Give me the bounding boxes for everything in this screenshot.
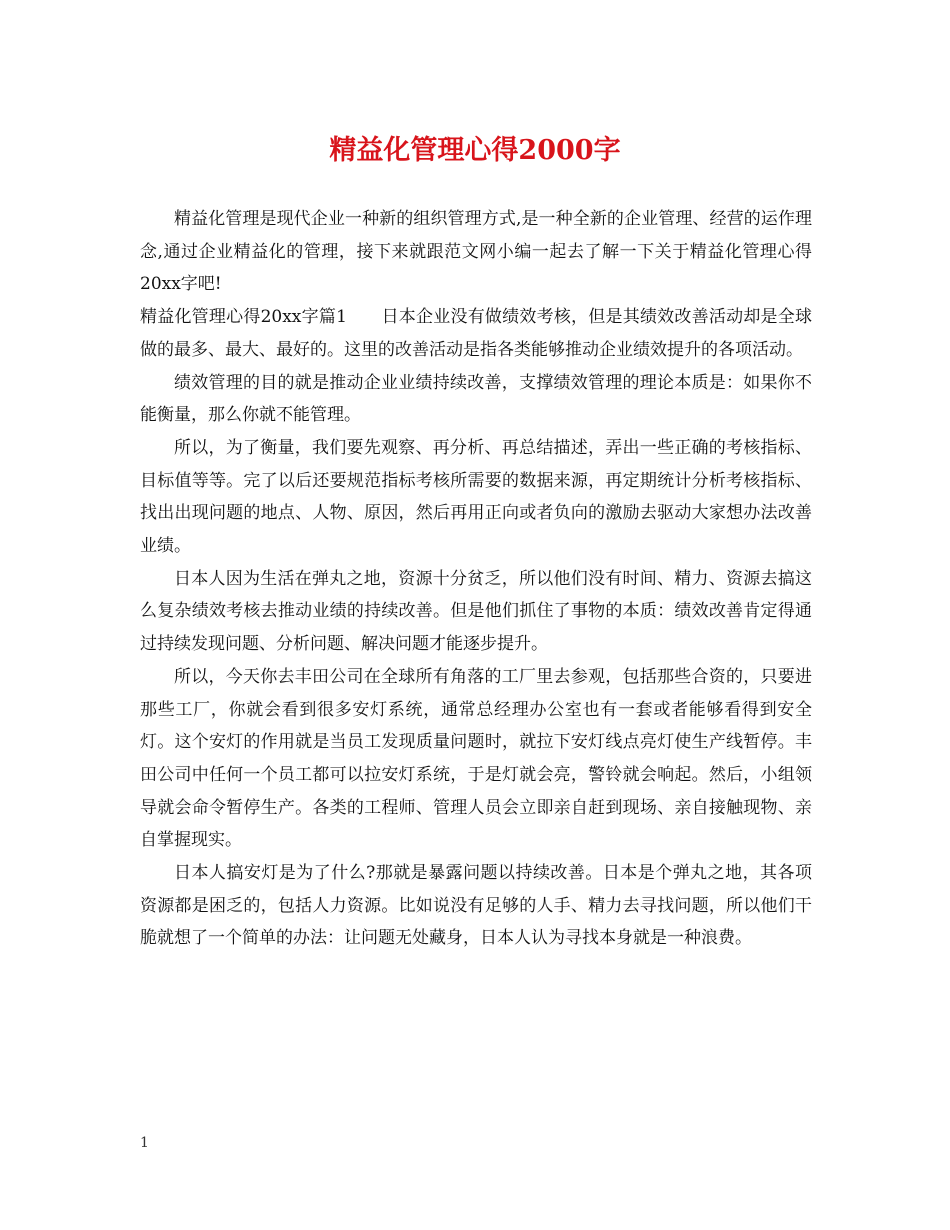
paragraph-6: 所以，今天你去丰田公司在全球所有角落的工厂里去参观，包括那些合资的，只要进那些工厂，你就会看到很多安灯系统，通常总经理办公室也有一套或者能够看得到安全灯。这个安灯的作用就是当员工发现质量问题时，就拉下安灯线点亮灯使生产线暂停。丰田公司中任何一个员工都可以拉安灯系统，于是灯就会亮，警铃就会响起。然后，小组领导就会命令暂停生产。各类的工程师、管理人员会立即亲自赶到现场、亲自接触现物、亲自掌握现实。 [140,666,812,851]
paragraph-2: 精益化管理心得20xx字篇1 日本企业没有做绩效考核，但是其绩效改善活动却是全球做的最多、最大、最好的。这里的改善活动是指各类能够推动企业绩效提升的各项活动。 [140,307,812,360]
paragraph-7: 日本人搞安灯是为了什么?那就是暴露问题以持续改善。日本是个弹丸之地，其各项资源都是困乏的，包括人力资源。比如说没有足够的人手、精力去寻找问题，所以他们干脆就想了一个简单的办法：让问题无处藏身，日本人认为寻找本身就是一种浪费。 [140,863,812,949]
paragraph-5: 日本人因为生活在弹丸之地，资源十分贫乏，所以他们没有时间、精力、资源去搞这么复杂绩效考核去推动业绩的持续改善。但是他们抓住了事物的本质：绩效改善肯定得通过持续发现问题、分析问题、解决问题才能逐步提升。 [140,568,812,655]
paragraph-1: 精益化管理是现代企业一种新的组织管理方式,是一种全新的企业管理、经营的运作理念,通过企业精益化的管理，接下来就跟范文网小编一起去了解一下关于精益化管理心得20xx字吧! [140,209,812,295]
page-number: 1 [140,1135,149,1151]
document-body [140,203,812,955]
document-title: 精益化管理心得2000字 [329,135,621,166]
paragraph-3: 绩效管理的目的就是推动企业业绩持续改善，支撑绩效管理的理论本质是：如果你不能衡量，那么你就不能管理。 [140,372,812,426]
paragraph-4: 所以，为了衡量，我们要先观察、再分析、再总结描述，弄出一些正确的考核指标、目标值等等。完了以后还要规范指标考核所需要的数据来源，再定期统计分析考核指标、找出出现问题的地点、人物、原因，然后再用正向或者负向的激励去驱动大家想办法改善业绩。 [140,437,812,557]
